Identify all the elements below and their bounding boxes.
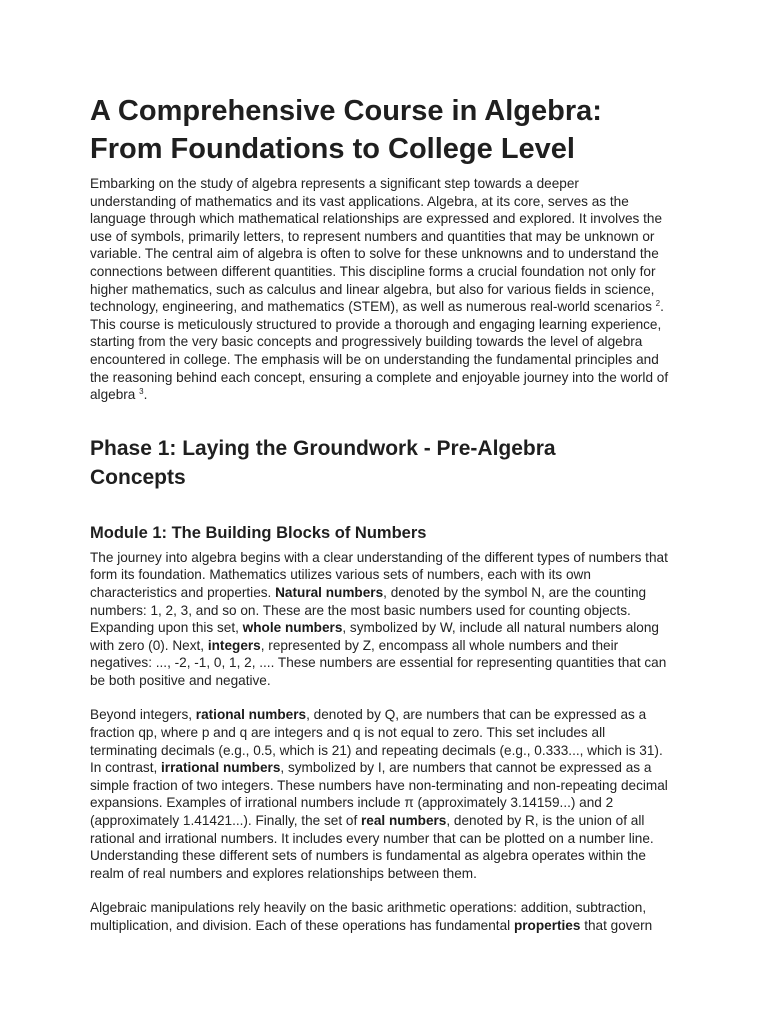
text-line: Embarking on the study of algebra represents a significant step towards a deeper: [90, 176, 579, 191]
intro-paragraph: [90, 175, 690, 404]
term-rational-numbers: rational numbers: [195, 707, 307, 723]
text-line: fraction qp, where p and q are integers and q is not equal to zero. This set includes all: [90, 725, 606, 741]
phase-heading: [90, 434, 690, 492]
text-line: [90, 584, 690, 602]
text-span: , symbolized by I, are numbers that cannot be expressed as a: [280, 760, 652, 776]
text-span: , represented by Z, encompass all whole numbers and their: [260, 637, 619, 653]
heading-line: Phase 1: Laying the Groundwork - Pre-Algebra: [90, 436, 556, 460]
text-line: [90, 637, 690, 655]
rational-irrational-paragraph: [90, 706, 690, 882]
text-line: higher mathematics, such as calculus and linear algebra, but also for various fields in science,: [90, 281, 655, 297]
title-line: A Comprehensive Course in Algebra:: [90, 95, 602, 127]
text-line: the reasoning behind each concept, ensuring a complete and enjoyable journey into the world of: [90, 369, 669, 385]
text-line: be both positive and negative.: [90, 672, 271, 688]
text-line: Algebraic manipulations rely heavily on the basic arithmetic operations: addition, subtraction,: [90, 900, 647, 916]
text-line: [90, 298, 690, 316]
text-span: In contrast,: [90, 760, 162, 776]
text-line: connections between different quantities. This discipline forms a crucial foundation not only for: [90, 263, 656, 279]
text-span: , denoted by the symbol N, are the counting: [383, 584, 647, 600]
text-line: rational and irrational numbers. It includes every number that can be plotted on a number line.: [90, 830, 654, 846]
term-properties: properties: [513, 918, 581, 933]
text-span: characteristics and properties.: [90, 584, 276, 600]
text-line: [90, 706, 690, 724]
text-line: numbers: 1, 2, 3, and so on. These are the most basic numbers used for counting objects.: [90, 602, 631, 618]
citation-ref[interactable]: 2: [655, 299, 661, 309]
term-whole-numbers: whole numbers: [242, 620, 343, 636]
text-span: (approximately 1.41421...). Finally, the set of: [90, 813, 361, 829]
text-line: language through which mathematical relationships are expressed and explored. It involves the: [90, 211, 663, 227]
text-line: [90, 386, 690, 404]
text-span: technology, engineering, and mathematics (STEM), as well as numerous real-world scenarios: [90, 299, 656, 315]
text-line: variable. The central aim of algebra is often to solve for these unknowns and to understand the: [90, 246, 659, 262]
text-span: , denoted by R, is the union of all: [446, 813, 645, 829]
text-line: use of symbols, primarily letters, to represent numbers and quantities that may be unknown or: [90, 228, 655, 244]
text-span: algebra: [90, 387, 140, 403]
text-line: form its foundation. Mathematics utilizes various sets of numbers, each with its own: [90, 567, 591, 583]
text-line: realm of real numbers and explores relationships between them.: [90, 865, 477, 881]
text-span: Beyond integers,: [90, 707, 196, 723]
text-span: Expanding upon this set,: [90, 620, 243, 636]
module-heading: Module 1: The Building Blocks of Numbers: [90, 523, 427, 542]
text-span: multiplication, and division. Each of these operations has fundamental: [90, 918, 514, 933]
document-page: [90, 92, 690, 952]
heading-line: Concepts: [90, 465, 186, 489]
text-line: [90, 619, 690, 637]
text-span: with zero (0). Next,: [90, 637, 208, 653]
text-line: Understanding these different sets of numbers is fundamental as algebra operates within the: [90, 848, 646, 864]
text-span: , symbolized by W, include all natural numbers along: [342, 620, 659, 636]
text-line: understanding of mathematics and its vast applications. Algebra, at its core, serves as the: [90, 193, 629, 209]
document-title: [90, 92, 690, 168]
term-natural-numbers: Natural numbers: [275, 584, 384, 600]
text-span: that govern: [580, 918, 653, 933]
title-line: From Foundations to College Level: [90, 133, 575, 165]
text-line: simple fraction of two integers. These numbers have non-terminating and non-repeating decimal: [90, 777, 668, 793]
text-line: starting from the very basic concepts and progressively building towards the level of algebra: [90, 334, 643, 350]
text-line: expansions. Examples of irrational numbers include π (approximately 3.14159...) and 2: [90, 795, 614, 811]
number-types-paragraph: [90, 549, 690, 690]
operations-paragraph: [90, 899, 690, 934]
text-line: The journey into algebra begins with a clear understanding of the different types of numbers that: [90, 549, 668, 565]
term-real-numbers: real numbers: [361, 813, 447, 829]
text-span: .: [660, 299, 664, 315]
text-span: , denoted by Q, are numbers that can be expressed as a: [306, 707, 647, 723]
text-line: [90, 759, 690, 777]
text-span: .: [143, 387, 148, 403]
term-integers: integers: [207, 637, 261, 653]
term-irrational-numbers: irrational numbers: [161, 760, 281, 776]
text-line: negatives: ..., -2, -1, 0, 1, 2, .... These numbers are essential for representing quantities that can: [90, 655, 667, 671]
text-line: encountered in college. The emphasis will be on understanding the fundamental principles and: [90, 351, 659, 367]
text-line: terminating decimals (e.g., 0.5, which is 21) and repeating decimals (e.g., 0.333..., which is 31).: [90, 742, 663, 758]
text-line: [90, 812, 690, 830]
text-line: This course is meticulously structured to provide a thorough and engaging learning experience,: [90, 316, 662, 332]
citation-ref[interactable]: 3: [139, 387, 144, 397]
text-line: [90, 917, 690, 935]
